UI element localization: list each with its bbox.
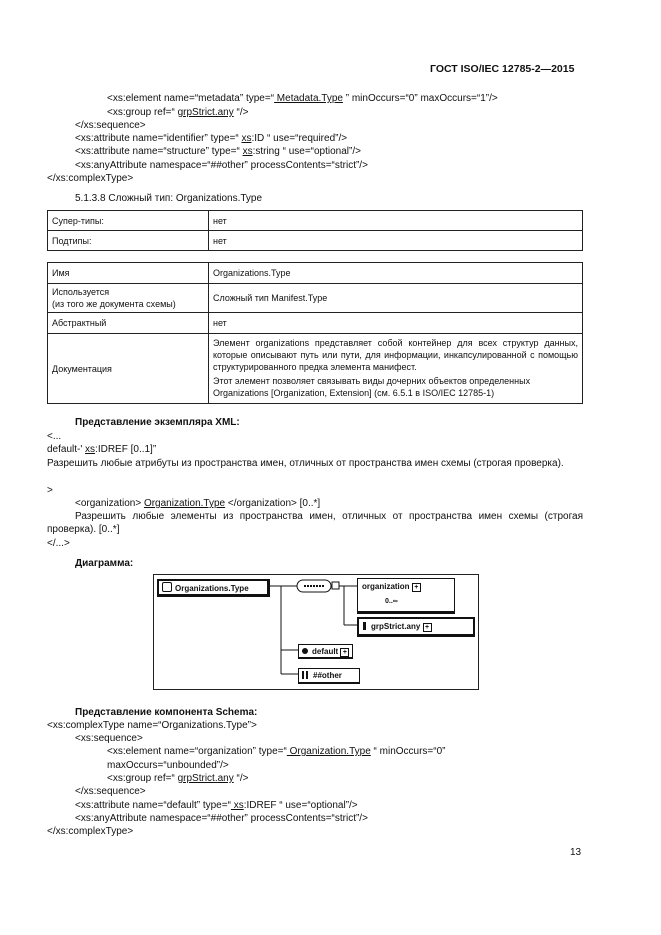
code-line: <xs:element name=“metadata” type=“ Metadata.Type ” minOccurs=“0” maxOccurs=“1”/> bbox=[107, 93, 498, 104]
schema-diagram bbox=[153, 574, 479, 690]
xml-line: default-' xs:IDREF [0..1]” bbox=[47, 444, 157, 455]
table-label: Подтипы: bbox=[48, 231, 209, 251]
organization-node: organization + 0..∞ bbox=[357, 578, 455, 614]
code-line: <xs:attribute name=“identifier” type=“ xs:ID “ use=“required”/> bbox=[75, 133, 348, 144]
schema-line: <xs:attribute name=“default” type=“ xs:IDREF “ use=“optional”/> bbox=[75, 800, 358, 811]
schema-line: <xs:element name=“organization” type=“ Organization.Type “ minOccurs=“0” bbox=[107, 746, 446, 757]
supertypes-table bbox=[47, 210, 583, 251]
xml-line: <... bbox=[47, 431, 62, 442]
table-label: Супер-типы: bbox=[48, 211, 209, 231]
code-line: <xs:anyAttribute namespace=“##other” processContents=“strict”/> bbox=[75, 160, 368, 171]
code-line: </xs:sequence> bbox=[75, 120, 146, 131]
table-label: Абстрактный bbox=[48, 313, 209, 334]
table-label: Имя bbox=[48, 263, 209, 284]
schema-line: <xs:sequence> bbox=[75, 733, 143, 744]
code-line: <xs:group ref=“ grpStrict.any “/> bbox=[107, 107, 249, 118]
any-icon bbox=[306, 671, 308, 679]
schema-line: <xs:group ref=“ grpStrict.any “/> bbox=[107, 773, 249, 784]
xml-heading: Представление экземпляра XML: bbox=[75, 417, 240, 428]
xml-line: </...> bbox=[47, 538, 70, 549]
table-value: Сложный тип Manifest.Type bbox=[209, 284, 583, 313]
table-value: нет bbox=[209, 313, 583, 334]
xml-line: > bbox=[47, 485, 53, 496]
expand-icon: + bbox=[423, 623, 432, 632]
group-icon bbox=[363, 622, 366, 630]
code-line: </xs:complexType> bbox=[47, 173, 134, 184]
table-value: Organizations.Type bbox=[209, 263, 583, 284]
schema-line: <xs:complexType name=“Organizations.Type”> bbox=[47, 720, 257, 731]
xml-paragraph: Разрешить любые элементы из пространства имен, отличных от пространства имен схемы (строгая проверка). [0..*] bbox=[47, 511, 583, 535]
type-info-table bbox=[47, 262, 583, 404]
table-value: Элемент organizations представляет собой контейнер для всех структур данных, которые описывают путь или пути, для информации, инкапсулированной с помощью структурированного предка элемента манифест. Этот элемент позволяет связывать виды дочерних объектов определенных Organizations [Organization, Extension] (см. 6.5.1 в ISO/IEC 12785-1) bbox=[209, 334, 583, 404]
complex-type-icon bbox=[162, 582, 172, 592]
type-node: Organizations.Type bbox=[157, 579, 270, 597]
schema-line: </xs:complexType> bbox=[47, 826, 134, 837]
attribute-icon bbox=[302, 648, 308, 654]
expand-icon: + bbox=[340, 648, 349, 657]
group-node: grpStrict.any + bbox=[357, 617, 475, 637]
xml-line: <organization> Organization.Type </organization> [0..*] bbox=[75, 498, 321, 509]
section-title: 5.1.3.8 Сложный тип: Organizations.Type bbox=[75, 193, 263, 204]
expand-icon: + bbox=[412, 583, 421, 592]
table-label: Документация bbox=[48, 334, 209, 404]
schema-line: </xs:sequence> bbox=[75, 786, 146, 797]
xml-paragraph: Разрешить любые атрибуты из пространства имен, отличных от пространства имен схемы (строгая проверка). bbox=[47, 458, 564, 469]
code-line: <xs:attribute name=“structure” type=“ xs:string “ use=“optional”/> bbox=[75, 146, 361, 157]
schema-line: <xs:anyAttribute namespace=“##other” processContents=“strict”/> bbox=[75, 813, 368, 824]
table-value: нет bbox=[209, 231, 583, 251]
page-header: ГОСТ ISO/IEC 12785-2—2015 bbox=[430, 63, 575, 75]
default-attribute-node: default + bbox=[298, 644, 353, 659]
table-label: Используется (из того же документа схемы) bbox=[48, 284, 209, 313]
page-number: 13 bbox=[570, 847, 582, 858]
table-value: нет bbox=[209, 211, 583, 231]
schema-heading: Представление компонента Schema: bbox=[75, 707, 258, 718]
schema-line: maxOccurs=“unbounded”/> bbox=[107, 760, 229, 771]
diagram-heading: Диаграмма: bbox=[75, 558, 134, 569]
any-attribute-node: ##other bbox=[298, 668, 360, 684]
